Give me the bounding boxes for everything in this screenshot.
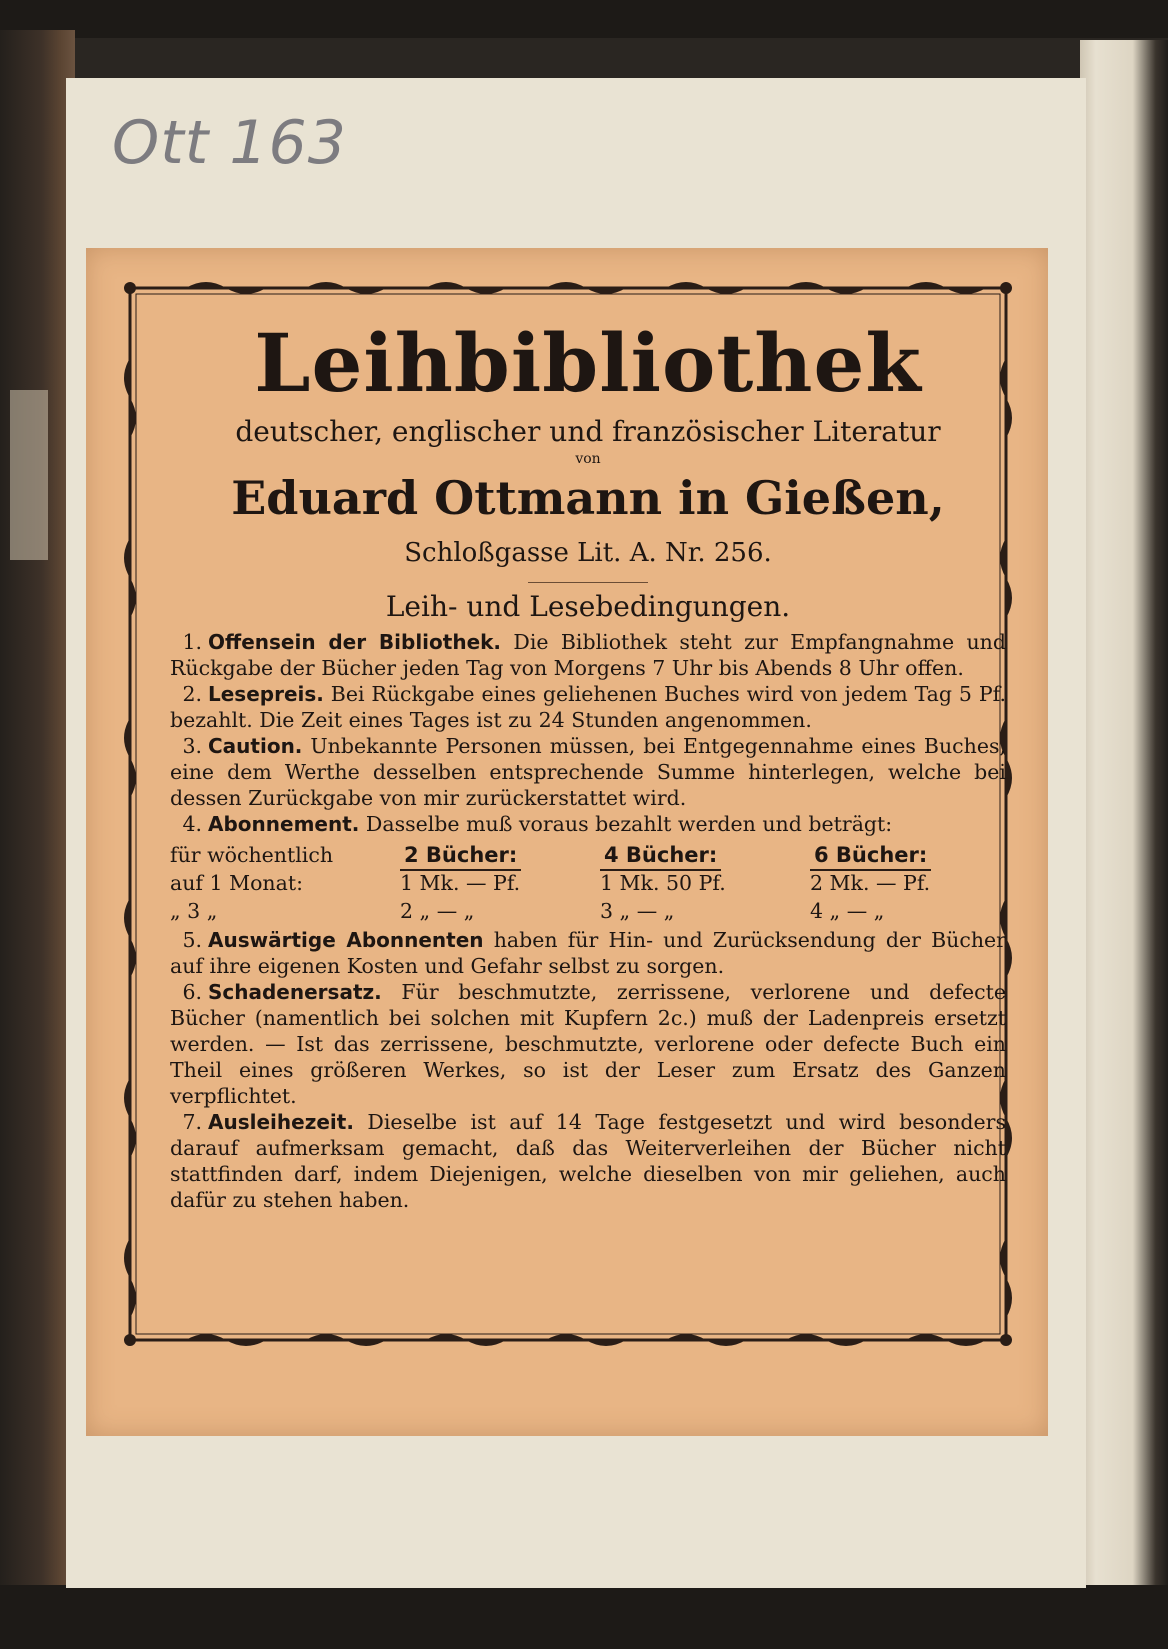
rule-number: 6. [182,980,202,1004]
notice-content [170,318,1006,1213]
rule-2 [170,681,1006,733]
table-row [170,897,1006,925]
library-label [86,248,1048,1436]
rule-text: Unbekannte Personen müssen, bei Entgegennahme eines Buches, eine dem Werthe desselben entsprechende Summe hinterlegen, welche bei dessen Zurückgabe von mir zurückerstattet wird. [170,734,1006,810]
rule-heading: Schadenersatz. [208,980,382,1004]
rule-7 [170,1109,1006,1213]
rule-heading: Caution. [208,734,303,758]
rule-heading: Offensein der Bibliothek. [208,630,502,654]
publisher-address: Schloßgasse Lit. A. Nr. 256. [404,538,772,568]
table-cell: 2 „ — „ [400,899,475,923]
rule-number: 4. [182,812,202,836]
rule-heading: Ausleihezeit. [208,1110,354,1134]
rule-number: 1. [182,630,202,654]
publisher-name: Eduard Ottmann in Gießen, [231,471,945,525]
rule-text: Bei Rückgabe eines geliehenen Buches wird von jedem Tag 5 Pf. bezahlt. Die Zeit eines Tages ist zu 24 Stunden angenommen. [170,682,1006,732]
notice-subtitle: deutscher, englischer und französischer Literatur [235,415,941,448]
table-column-header: 6 Bücher: [810,841,1006,869]
rule-heading: Abonnement. [208,812,360,836]
table-row [170,869,1006,897]
border-ornament-top [186,282,986,294]
book-spine-right [1080,40,1168,1600]
table-row-header: für wöchentlich [170,843,334,867]
rule-text: Für beschmutzte, zerrissene, verlorene und defecte Bücher (namentlich bei solchen mit Kupfern 2c.) muß der Ladenpreis ersetzt werden. — Ist das zerrissene, beschmutzte, verlorene oder defecte Buch ein Theil eines größeren Werkes, so ist der Leser zum Ersatz des Ganzen verpflichtet. [170,980,1006,1108]
rule-heading: Lesepreis. [208,682,324,706]
table-row-label: auf 1 Monat: [170,871,303,895]
border-ornament-bottom [186,1334,986,1346]
table-cell: 1 Mk. — Pf. [400,871,521,895]
book-cover-bottom-edge [0,1585,1168,1649]
book-cover-top-edge [0,0,1168,38]
rule-1 [170,629,1006,681]
rule-text: Dieselbe ist auf 14 Tage festgesetzt und wird besonders darauf aufmerksam gemacht, daß das Weiterverleihen der Bücher nicht stattfinden darf, indem Diejenigen, welche dieselben von mir geliehen, auch dafür zu stehen haben. [170,1110,1006,1212]
conditions-heading: Leih- und Lesebedingungen. [385,590,791,623]
table-row-label: „ 3 „ [170,899,218,923]
rule-number: 2. [182,682,202,706]
rule-number: 5. [182,928,202,952]
notice-von: von [575,451,601,467]
rule-3 [170,733,1006,811]
table-cell: 1 Mk. 50 Pf. [600,871,726,895]
table-cell: 4 „ — „ [810,899,885,923]
rule-4 [170,811,1006,837]
rule-text: Die Bibliothek steht zur Empfangnahme und Rückgabe der Bücher jeden Tag von Morgens 7 Uhr bis Abends 8 Uhr offen. [170,630,1006,680]
table-column-header: 2 Bücher: [400,841,600,869]
divider [528,582,648,583]
worn-cover-patch [10,390,48,560]
rule-5 [170,927,1006,979]
handwritten-shelfmark: Ott 163 [112,108,347,178]
rule-6 [170,979,1006,1109]
rule-text: Dasselbe muß voraus bezahlt werden und beträgt: [365,812,893,836]
table-column-header: 4 Bücher: [600,841,810,869]
table-header-row [170,841,1006,869]
rule-number: 7. [182,1110,202,1134]
rule-number: 3. [182,734,202,758]
rule-text: haben für Hin- und Zurücksendung der Bücher auf ihre eigenen Kosten und Gefahr selbst zu sorgen. [170,928,1006,978]
book-cover-left-board [0,30,75,1600]
table-cell: 3 „ — „ [600,899,675,923]
notice-title: Leihbibliothek [254,316,922,410]
subscription-table [170,841,1006,925]
table-cell: 2 Mk. — Pf. [810,871,931,895]
rule-heading: Auswärtige Abonnenten [208,928,484,952]
